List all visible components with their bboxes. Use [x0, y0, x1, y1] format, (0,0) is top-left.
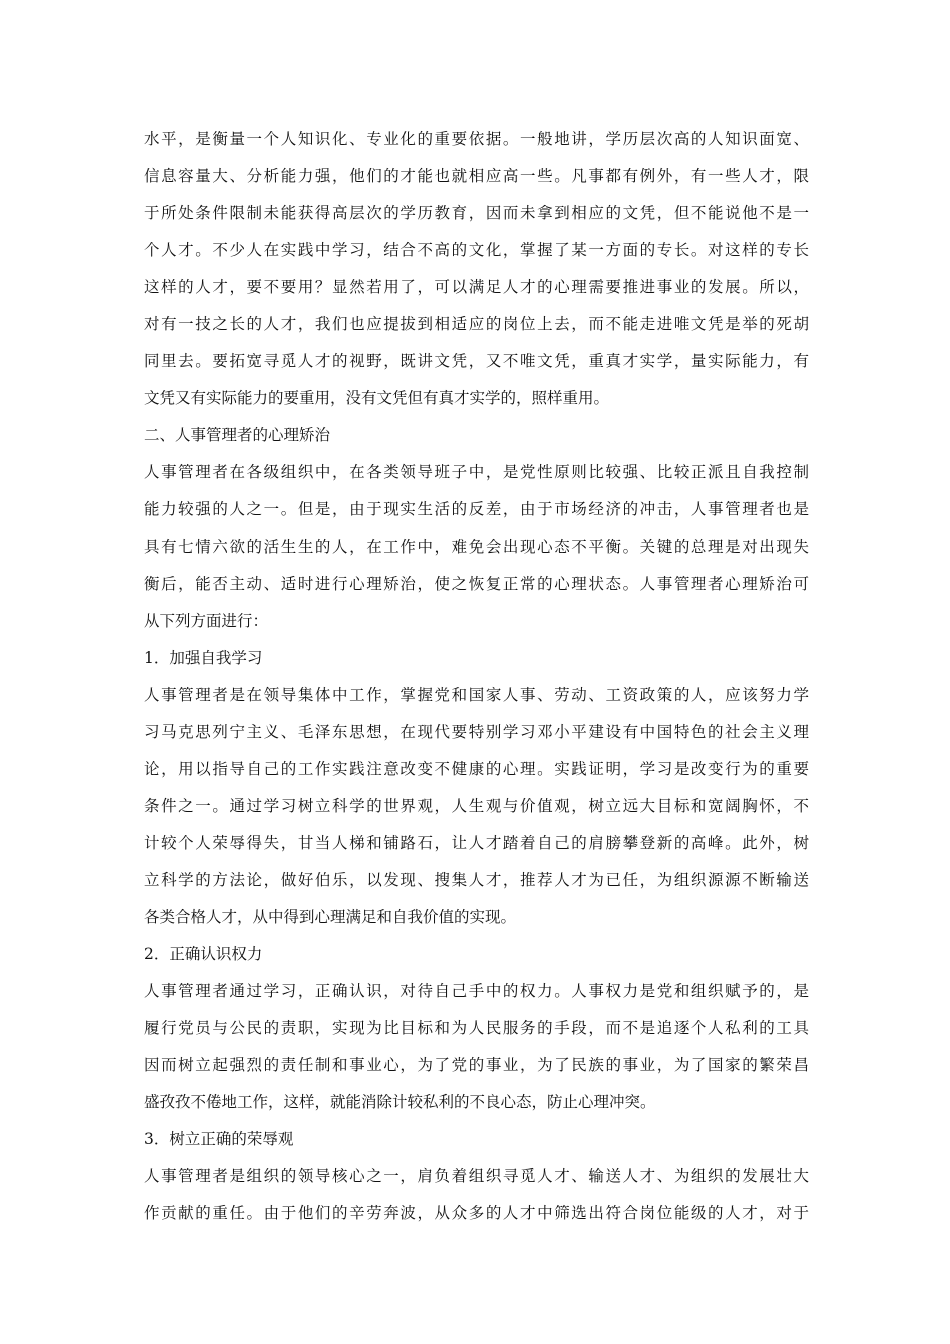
text-line: 同里去。要拓宽寻觅人才的视野，既讲文凭，又不唯文凭，重真才实学，量实际能力，有	[144, 352, 809, 371]
text-line: 水平，是衡量一个人知识化、专业化的重要依据。一般地讲，学历层次高的人知识面宽、	[144, 130, 809, 148]
text-line: 文凭又有实际能力的要重用，没有文凭但有真才实学的，照样重用。	[144, 389, 610, 408]
text-line: 作贡献的重任。由于他们的辛劳奔波，从众多的人才中筛选出符合岗位能级的人才，对于	[144, 1204, 809, 1223]
text-line: 履行党员与公民的责职，实现为比目标和为人民服务的手段，而不是追逐个人私利的工具	[144, 1019, 809, 1038]
subsection-heading: 3．树立正确的荣辱观	[144, 1130, 294, 1149]
subsection-heading: 1．加强自我学习	[144, 648, 263, 667]
text-line: 盛孜孜不倦地工作，这样，就能消除计较私利的不良心态，防止心理冲突。	[144, 1093, 656, 1112]
text-line: 于所处条件限制未能获得高层次的学历教育，因而未拿到相应的文凭，但不能说他不是一	[144, 204, 809, 223]
text-line: 信息容量大、分析能力强，他们的才能也就相应高一些。凡事都有例外，有一些人才，限	[144, 167, 809, 186]
text-line: 各类合格人才，从中得到心理满足和自我价值的实现。	[144, 907, 517, 926]
text-line: 能力较强的人之一。但是，由于现实生活的反差，由于市场经济的冲击，人事管理者也是	[144, 500, 809, 519]
text-line: 从下列方面进行：	[144, 611, 269, 630]
text-line: 这样的人才，要不要用？显然若用了，可以满足人才的心理需要推进事业的发展。所以，	[144, 278, 809, 297]
text-line: 对有一技之长的人才，我们也应提拔到相适应的岗位上去，而不能走进唯文凭是举的死胡	[144, 315, 809, 334]
text-line: 衡后，能否主动、适时进行心理矫治，使之恢复正常的心理状态。人事管理者心理矫治可	[144, 574, 809, 593]
text-line: 个人才。不少人在实践中学习，结合不高的文化，掌握了某一方面的专长。对这样的专长	[144, 241, 809, 260]
text-line: 立科学的方法论，做好伯乐，以发现、搜集人才，推荐人才为已任，为组织源源不断输送	[144, 870, 809, 889]
document-body	[144, 121, 809, 1232]
text-line: 人事管理者是组织的领导核心之一，肩负着组织寻觅人才、输送人才、为组织的发展壮大	[144, 1167, 809, 1186]
text-line: 人事管理者在各级组织中，在各类领导班子中，是党性原则比较强、比较正派且自我控制	[144, 463, 809, 482]
text-line: 因而树立起强烈的责任制和事业心，为了党的事业，为了民族的事业，为了国家的繁荣昌	[144, 1056, 809, 1075]
text-line: 条件之一。通过学习树立科学的世界观，人生观与价值观，树立远大目标和宽阔胸怀，不	[144, 796, 809, 815]
subsection-heading: 2．正确认识权力	[144, 945, 263, 964]
text-line: 习马克思列宁主义、毛泽东思想，在现代要特别学习邓小平建设有中国特色的社会主义理	[144, 722, 809, 741]
section-heading: 二、人事管理者的心理矫治	[144, 426, 331, 445]
text-line: 论，用以指导自己的工作实践注意改变不健康的心理。实践证明，学习是改变行为的重要	[144, 759, 809, 778]
text-line: 计较个人荣辱得失，甘当人梯和铺路石，让人才踏着自己的肩膀攀登新的高峰。此外，树	[144, 833, 809, 852]
text-line: 人事管理者是在领导集体中工作，掌握党和国家人事、劳动、工资政策的人，应该努力学	[144, 685, 809, 704]
text-line: 具有七情六欲的活生生的人，在工作中，难免会出现心态不平衡。关键的总理是对出现失	[144, 537, 809, 556]
text-line: 人事管理者通过学习，正确认识，对待自己手中的权力。人事权力是党和组织赋予的，是	[144, 982, 809, 1001]
